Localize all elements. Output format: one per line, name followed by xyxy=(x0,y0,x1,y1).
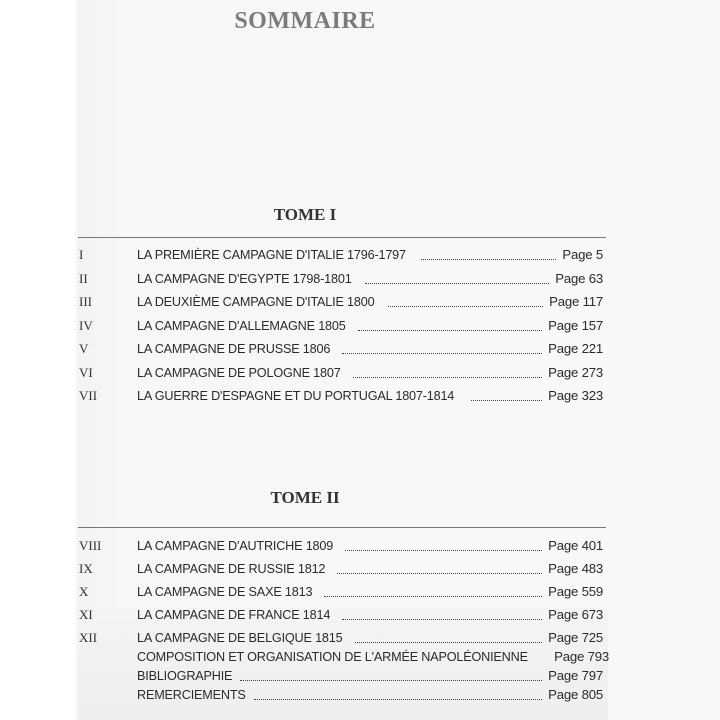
toc-entry xyxy=(0,666,720,686)
chapter-title: LA CAMPAGNE D'AUTRICHE 1809 xyxy=(137,538,334,553)
dot-leader xyxy=(365,281,550,284)
entry-line xyxy=(137,363,603,383)
page-number: Page 117 xyxy=(549,294,603,309)
chapter-title: LA GUERRE D'ESPAGNE ET DU PORTUGAL 1807-1814 xyxy=(137,388,455,403)
toc-entry xyxy=(0,559,720,579)
entry-line xyxy=(137,269,603,289)
dot-leader xyxy=(345,548,542,551)
chapter-number: IV xyxy=(79,317,93,333)
chapter-title: LA CAMPAGNE DE PRUSSE 1806 xyxy=(137,341,331,356)
page-number: Page 559 xyxy=(548,584,603,599)
toc-entry xyxy=(0,316,720,336)
toc-entry xyxy=(0,386,720,406)
dot-leader xyxy=(421,257,556,260)
chapter-title: REMERCIEMENTS xyxy=(137,687,246,702)
chapter-number: V xyxy=(79,341,89,356)
page-number: Page 805 xyxy=(548,687,603,702)
dot-leader xyxy=(324,594,543,597)
chapter-title: BIBLIOGRAPHIE xyxy=(137,668,233,683)
chapter-number: VIII xyxy=(79,538,102,553)
dot-leader xyxy=(254,697,542,700)
entry-line xyxy=(137,666,603,686)
chapter-title: LA CAMPAGNE D'EGYPTE 1798-1801 xyxy=(137,270,352,286)
entry-line xyxy=(137,559,603,579)
page-title: SOMMAIRE xyxy=(234,8,376,34)
dot-leader xyxy=(471,398,542,401)
entry-line xyxy=(137,647,609,667)
chapter-title: LA CAMPAGNE DE POLOGNE 1807 xyxy=(137,364,341,380)
chapter-title: LA CAMPAGNE DE FRANCE 1814 xyxy=(137,607,331,622)
dot-leader xyxy=(342,351,542,354)
toc-entry xyxy=(0,292,720,312)
toc-entry xyxy=(0,605,720,625)
chapter-title: LA CAMPAGNE DE SAXE 1813 xyxy=(137,584,313,599)
entry-line xyxy=(137,292,603,312)
chapter-number: II xyxy=(79,270,88,286)
dot-leader xyxy=(342,617,542,620)
dot-leader xyxy=(353,375,542,378)
entry-line xyxy=(137,339,603,359)
chapter-number: III xyxy=(79,294,92,309)
chapter-title: COMPOSITION ET ORGANISATION DE L'ARMÉE NAPOLÉONIENNE xyxy=(137,649,528,664)
dot-leader xyxy=(358,328,542,331)
entry-line xyxy=(137,582,603,602)
toc-entry xyxy=(0,536,720,556)
chapter-number: IX xyxy=(79,561,93,576)
chapter-number: VII xyxy=(79,388,98,403)
chapter-title: LA CAMPAGNE DE RUSSIE 1812 xyxy=(137,561,326,576)
chapter-title: LA PREMIÈRE CAMPAGNE D'ITALIE 1796-1797 xyxy=(137,247,406,262)
page-number: Page 157 xyxy=(548,317,603,333)
dot-leader xyxy=(337,571,542,574)
page-number: Page 5 xyxy=(562,247,603,262)
page-number: Page 401 xyxy=(548,538,603,553)
entry-line xyxy=(137,685,603,705)
page-number: Page 323 xyxy=(548,388,603,403)
page-number: Page 221 xyxy=(548,341,603,356)
toc-entry xyxy=(0,339,720,359)
chapter-number: VI xyxy=(79,364,93,380)
entry-line xyxy=(137,316,603,336)
toc-entry xyxy=(0,582,720,602)
entry-line xyxy=(137,605,603,625)
page-number: Page 273 xyxy=(548,364,603,380)
tome-1-rule xyxy=(78,237,606,238)
chapter-title: LA CAMPAGNE DE BELGIQUE 1815 xyxy=(137,630,343,645)
entry-line xyxy=(137,536,603,556)
toc-entry xyxy=(0,628,720,648)
toc-entry xyxy=(0,685,720,705)
page-number: Page 673 xyxy=(548,607,603,622)
page-number: Page 797 xyxy=(548,668,603,683)
chapter-title: LA DEUXIÈME CAMPAGNE D'ITALIE 1800 xyxy=(137,294,375,309)
chapter-number: I xyxy=(79,247,84,262)
page-number: Page 63 xyxy=(555,270,603,286)
chapter-number: X xyxy=(79,584,89,599)
toc-entry xyxy=(0,647,720,667)
tome-1-heading: TOME I xyxy=(273,205,337,224)
tome-2-heading: TOME II xyxy=(270,488,340,507)
page-number: Page 725 xyxy=(548,630,603,645)
chapter-title: LA CAMPAGNE D'ALLEMAGNE 1805 xyxy=(137,317,346,333)
toc-entry xyxy=(0,363,720,383)
entry-line xyxy=(137,628,603,648)
entry-line xyxy=(137,386,603,406)
toc-entry xyxy=(0,245,720,265)
chapter-number: XI xyxy=(79,607,93,622)
chapter-number: XII xyxy=(79,630,98,645)
tome-2-rule xyxy=(78,527,606,528)
dot-leader xyxy=(240,678,542,681)
dot-leader xyxy=(355,640,542,643)
toc-entry xyxy=(0,269,720,289)
page-number: Page 483 xyxy=(548,561,603,576)
page-number: Page 793 xyxy=(554,649,609,664)
entry-line xyxy=(137,245,603,265)
dot-leader xyxy=(388,304,543,307)
